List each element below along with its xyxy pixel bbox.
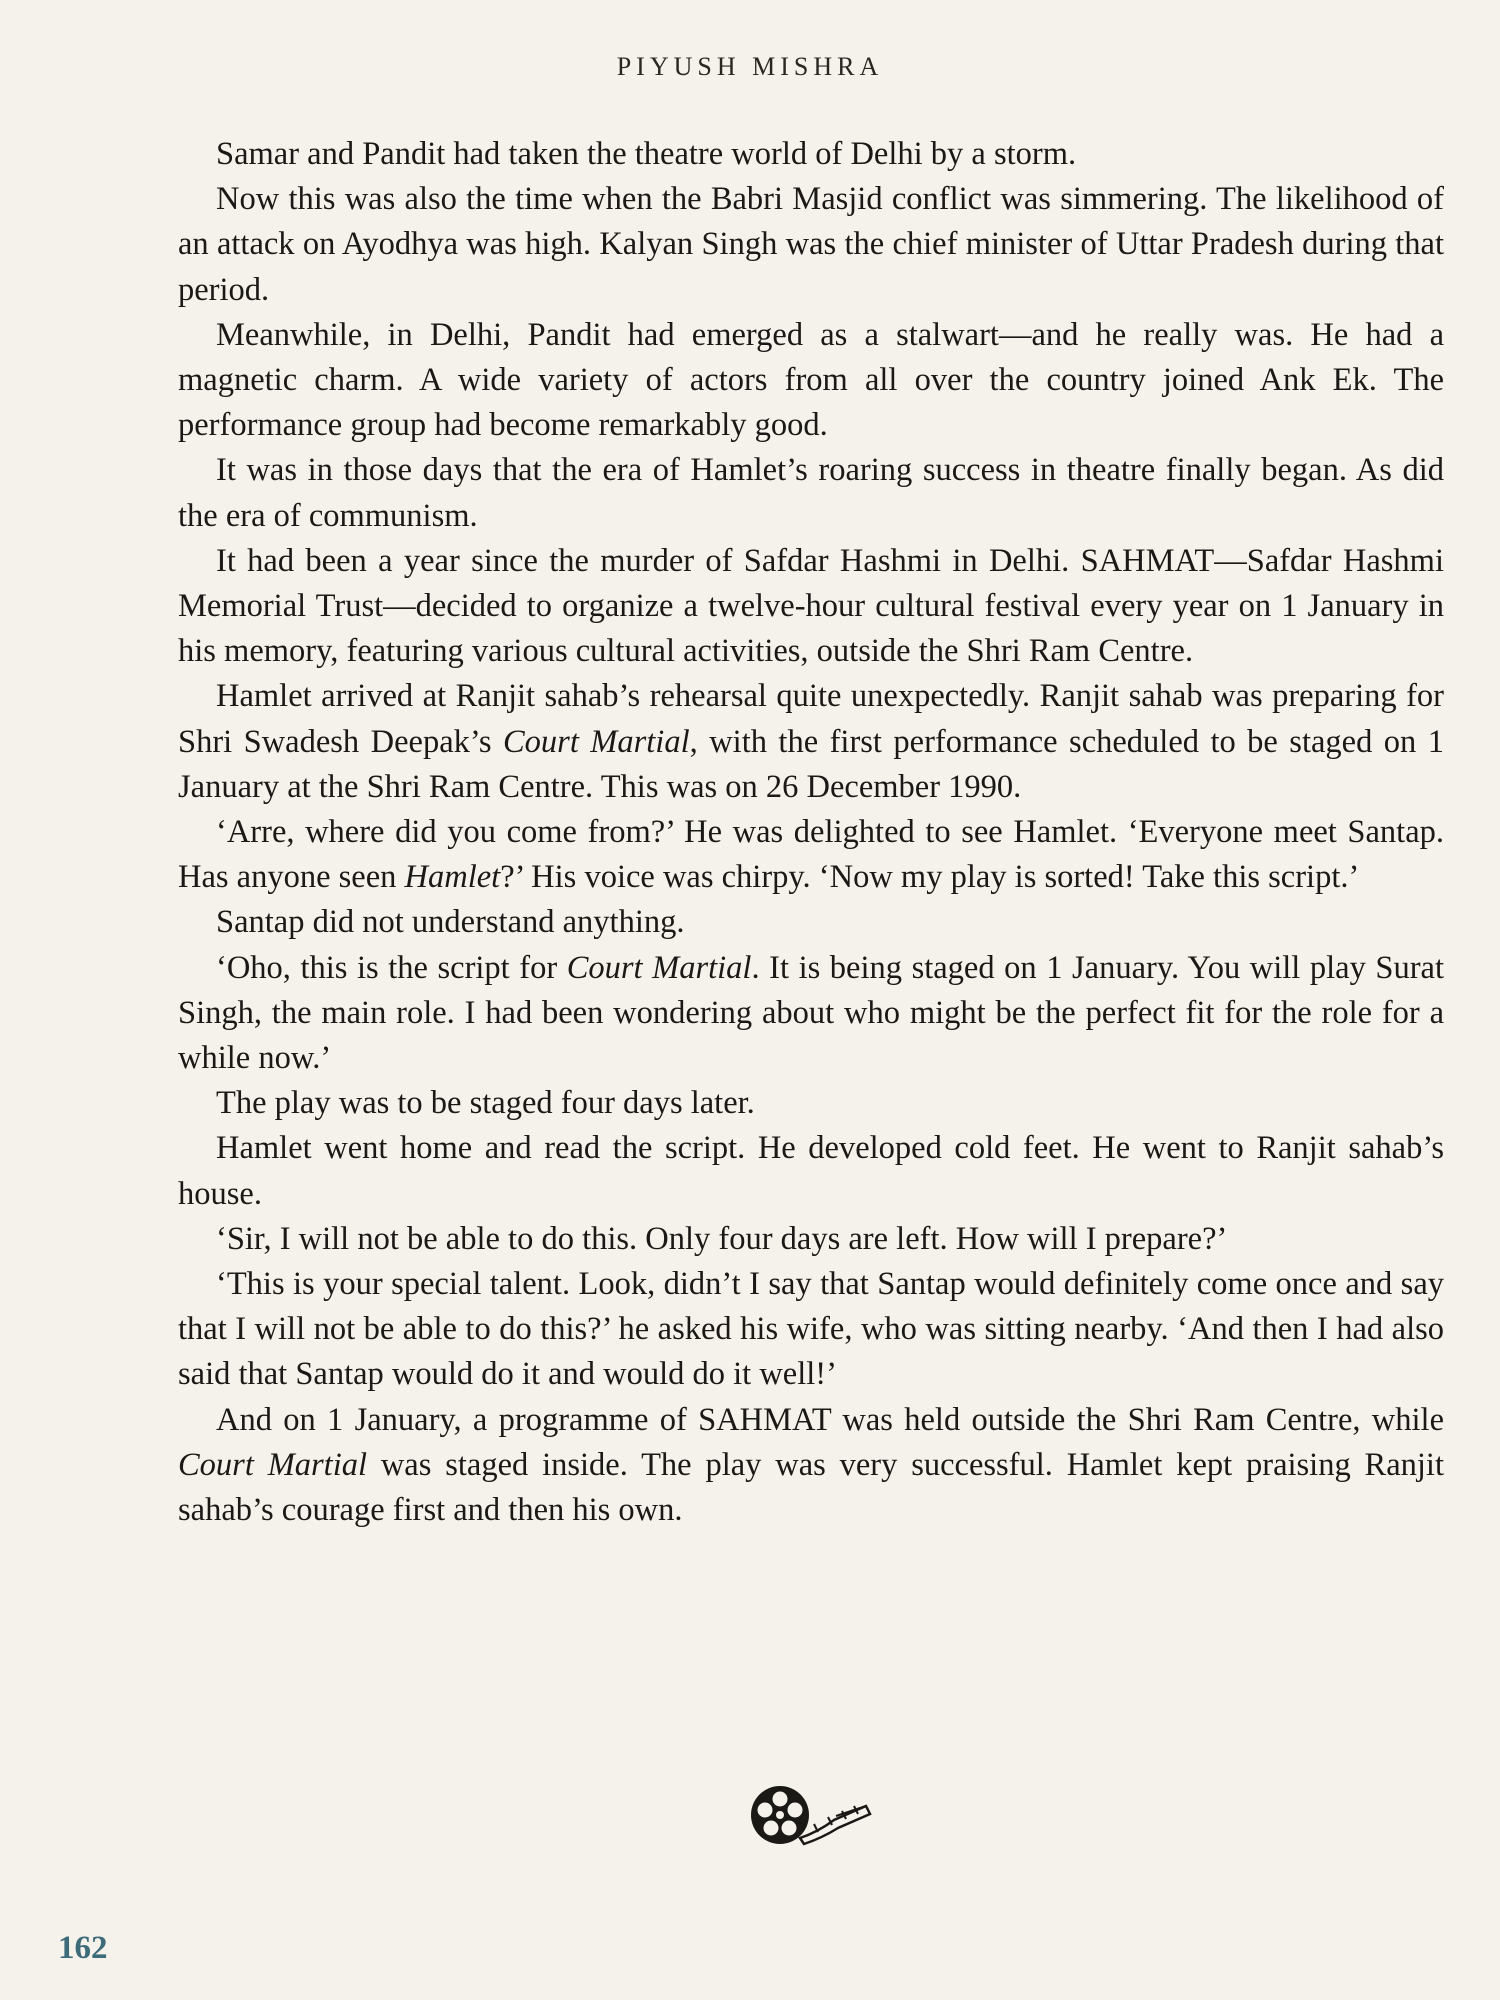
- text-run: Now this was also the time when the Babri Masjid conflict was simmering. The likelihood of an attack on Ayodhya was high. Kalyan Singh was the chief minister of Uttar Pradesh during that period.: [178, 181, 1444, 308]
- text-run: It was in those days that the era of Hamlet’s roaring success in theatre finally began. As did the era of communism.: [178, 452, 1444, 534]
- italic-title: Court Martial: [503, 723, 690, 760]
- page-number: 162: [58, 1930, 108, 1966]
- paragraph: [178, 1081, 1444, 1126]
- text-run: . It is being staged on 1 January. You will play Surat Singh, the main role. I had been wondering about who might be the perfect fit for the role for a while now.’: [178, 949, 1444, 1077]
- text-run: ‘This is your special talent. Look, didn’t I say that Santap would definitely come once and say that I will not be able to do this?’ he asked his wife, who was sitting nearby. ‘And then I had also said that Santap would do it and would do it well!’: [178, 1266, 1444, 1393]
- text-run: Samar and Pandit had taken the theatre world of Delhi by a storm.: [216, 136, 1077, 172]
- text-run: Santap did not understand anything.: [216, 904, 685, 941]
- text-run: , with the first performance scheduled to be staged on 1 January at the Shri Ram Centre. This was on 26 December 1990.: [178, 723, 1444, 805]
- paragraph: [178, 900, 1444, 945]
- paragraph: [178, 448, 1444, 538]
- paragraph: [178, 1398, 1444, 1534]
- paragraph: [178, 177, 1444, 313]
- text-run: ?’ His voice was chirpy. ‘Now my play is sorted! Take this script.’: [500, 859, 1360, 896]
- text-run: Meanwhile, in Delhi, Pandit had emerged as a stalwart—and he really was. He had a magnetic charm. A wide variety of actors from all over the country joined Ank Ek. The performance group had become remarkably good.: [178, 316, 1444, 444]
- text-run: was staged inside. The play was very successful. Hamlet kept praising Ranjit sahab’s courage first and then his own.: [178, 1446, 1444, 1529]
- paragraph: [178, 313, 1444, 449]
- text-run: ‘Oho, this is the script for: [216, 949, 567, 986]
- paragraph: [178, 674, 1444, 810]
- text-run: ‘Arre, where did you come from?’ He was delighted to see Hamlet. ‘Everyone meet Santap. Has anyone seen: [178, 814, 1444, 896]
- paragraph: [178, 132, 1444, 177]
- body-text: [178, 132, 1444, 1533]
- paragraph: [178, 1262, 1444, 1398]
- italic-title: Court Martial: [178, 1446, 367, 1483]
- italic-title: Hamlet: [404, 859, 501, 896]
- paragraph: [178, 810, 1444, 900]
- text-run: It had been a year since the murder of Safdar Hashmi in Delhi. SAHMAT—Safdar Hashmi Memorial Trust—decided to organize a twelve-hour cultural festival every year on 1 January in his memory, featuring various cultural activities, outside the Shri Ram Centre.: [178, 542, 1444, 670]
- text-run: And on 1 January, a programme of SAHMAT was held outside the Shri Ram Centre, while: [216, 1401, 1444, 1438]
- text-run: Hamlet arrived at Ranjit sahab’s rehearsal quite unexpectedly. Ranjit sahab was preparing for Shri Swadesh Deepak’s: [178, 678, 1444, 760]
- paragraph: [178, 1217, 1444, 1262]
- paragraph: [178, 539, 1444, 675]
- running-head: PIYUSH MISHRA: [616, 52, 884, 81]
- text-run: Hamlet went home and read the script. He developed cold feet. He went to Ranjit sahab’s house.: [178, 1130, 1444, 1212]
- text-run: ‘Sir, I will not be able to do this. Only four days are left. How will I prepare?’: [216, 1220, 1228, 1257]
- italic-title: Court Martial: [566, 949, 752, 986]
- paragraph: [178, 1126, 1444, 1216]
- text-run: The play was to be staged four days later.: [216, 1085, 755, 1122]
- paragraph: [178, 946, 1444, 1082]
- film-reel-icon: [748, 1780, 872, 1850]
